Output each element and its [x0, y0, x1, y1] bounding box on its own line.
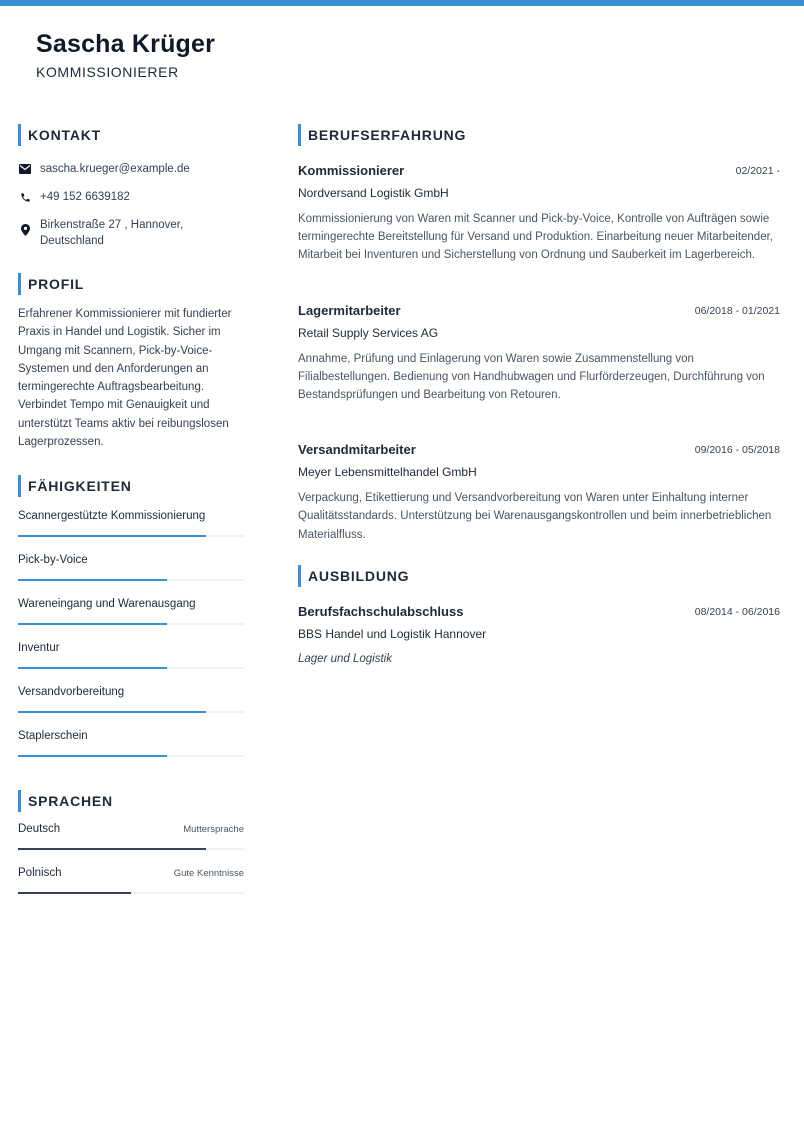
profile-section-title: PROFIL [18, 273, 244, 295]
language-bar-track [18, 848, 244, 850]
skill-bar-fill [18, 667, 167, 669]
candidate-name: Sascha Krüger [36, 30, 216, 58]
skill-bar-track [18, 579, 244, 581]
language-label: Deutsch [18, 823, 61, 836]
education-entry [298, 604, 780, 665]
language-item [18, 867, 244, 911]
skill-bar-track [18, 623, 244, 625]
skill-item [18, 510, 244, 554]
profile-text: Erfahrener Kommissionierer mit fundierter Praxis in Handel und Logistik. Sicher im Umgang mit Scannern, Pick-by-Voice-Systemen und den Anforderungen an termingerechte Auftragsbearbeitung. Verbindet Tempo mit Genauigkeit und unterstützt Teams aktiv bei reibungslosen Lagerprozessen. [18, 308, 232, 449]
left-column [18, 124, 244, 911]
experience-entry [298, 163, 780, 265]
skill-item [18, 554, 244, 598]
skill-bar-fill [18, 755, 167, 757]
skills-list [18, 510, 244, 774]
skill-bar-fill [18, 711, 206, 713]
experience-entry [298, 303, 780, 405]
skill-bar-track [18, 711, 244, 713]
skill-label: Scannergestützte Kommissionierung [18, 510, 206, 523]
accent-top-bar [0, 0, 804, 6]
contact-section-title: KONTAKT [18, 124, 244, 146]
job-date: 02/2021 - [735, 165, 780, 177]
contact-address: Birkenstraße 27 , Hannover, Deutschland [40, 219, 184, 247]
candidate-role: KOMMISSIONIERER [36, 64, 179, 80]
right-column [298, 124, 780, 665]
job-company: Meyer Lebensmittelhandel GmbH [298, 465, 477, 480]
contact-phone-row [18, 189, 244, 205]
education-title: Berufsfachschulabschluss [298, 603, 464, 619]
skill-item [18, 686, 244, 730]
contact-email-row [18, 161, 244, 177]
skill-bar-fill [18, 623, 167, 625]
skills-section-title: FÄHIGKEITEN [18, 475, 244, 497]
job-description: Kommissionierung von Waren mit Scanner und Pick-by-Voice, Kontrolle von Aufträgen sowie termingerechte Bereitstellung für Versand und Produktion. Einarbeitung neuer Mitarbeitender, Mitarbeit bei Inventuren und Sicherstellung von Ordnung und Sauberkeit im Lagerbereich. [298, 213, 773, 262]
languages-section-title: SPRACHEN [18, 790, 244, 812]
job-title: Lagermitarbeiter [298, 302, 401, 318]
job-company: Retail Supply Services AG [298, 325, 439, 340]
education-section-title: AUSBILDUNG [298, 565, 780, 587]
job-description: Annahme, Prüfung und Einlagerung von Waren sowie Zusammenstellung von Filialbestellungen. Bedienung von Handhubwagen und Flurförderzeugen, Durchführung von Bestandsprüfungen und Bearbeitung von Retouren. [298, 352, 765, 402]
education-school: BBS Handel und Logistik Hannover [298, 626, 487, 641]
skill-label: Versandvorbereitung [18, 686, 125, 699]
contact-address-row [18, 217, 244, 249]
job-company: Nordversand Logistik GmbH [298, 186, 449, 200]
job-date: 09/2016 - 05/2018 [694, 444, 780, 457]
skill-item [18, 730, 244, 774]
education-field: Lager und Logistik [298, 652, 392, 665]
location-pin-icon [18, 217, 32, 243]
experience-entry [298, 442, 780, 544]
contact-phone[interactable]: +49 152 6639182 [40, 191, 130, 203]
skill-bar-fill [18, 535, 206, 537]
education-date: 08/2014 - 06/2016 [694, 605, 780, 618]
experience-section-title: BERUFSERFAHRUNG [298, 124, 780, 146]
skill-label: Inventur [18, 642, 60, 655]
job-title: Kommissionierer [298, 163, 405, 178]
skill-bar-track [18, 535, 244, 537]
language-label: Polnisch [18, 867, 62, 880]
skill-bar-track [18, 667, 244, 669]
job-date: 06/2018 - 01/2021 [694, 304, 780, 317]
language-level: Gute Kenntnisse [173, 868, 244, 880]
skill-label: Wareneingang und Warenausgang [18, 598, 196, 611]
language-bar-track [18, 892, 244, 894]
languages-list [18, 823, 244, 911]
mail-icon [18, 161, 32, 177]
language-bar-fill [18, 892, 131, 894]
skill-label: Staplerschein [18, 730, 88, 743]
phone-icon [18, 189, 32, 205]
language-item [18, 823, 244, 867]
language-level: Muttersprache [183, 824, 244, 836]
contact-email[interactable]: sascha.krueger@example.de [40, 163, 190, 175]
skill-bar-fill [18, 579, 167, 581]
skill-label: Pick-by-Voice [18, 554, 88, 567]
skill-bar-track [18, 755, 244, 757]
skill-item [18, 598, 244, 642]
skill-item [18, 642, 244, 686]
job-description: Verpackung, Etikettierung und Versandvorbereitung von Waren unter Einhaltung interner Qualitätsstandards. Unterstützung bei Warenausgangskontrollen und beim innerbetrieblichen Materialfluss. [298, 492, 772, 541]
job-title: Versandmitarbeiter [298, 442, 416, 458]
language-bar-fill [18, 848, 206, 850]
